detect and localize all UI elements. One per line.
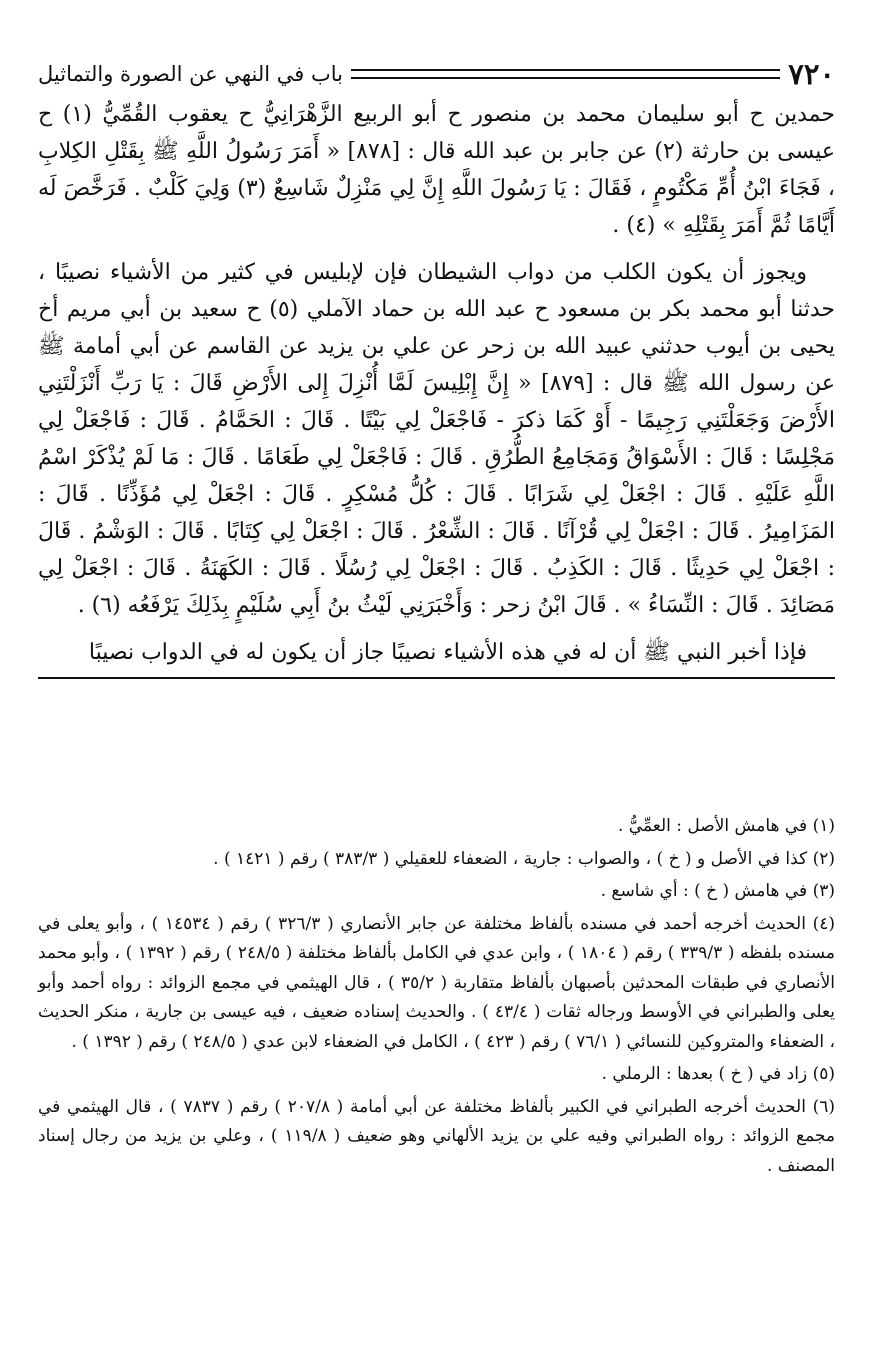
paragraph-hadith-879: ويجوز أن يكون الكلب من دواب الشيطان فإن لإبليس في كثير من الأشياء نصيبًا ، حدثنا أبو محمد بكر بن مسعود ح عبد الله بن حماد الآملي (٥) ح سعيد بن أبي مريم أخ يحيى بن أيوب حدثني عبيد الله بن زحر عن علي بن يزيد عن القاسم عن أبي أمامة ﷺ عن رسول الله ﷺ قال : [٨٧٩] « إِنَّ إِبْلِيسَ لَمَّا أُنْزِلَ إِلى الأَرْضِ قَالَ : يَا رَبِّ أَنْزَلْتَنِي الأَرْضَ وَجَعَلْتَنِي رَجِيمًا - أَوْ كَمَا ذكرَ - فَاجْعَلْ لِي بَيْتًا . قَالَ : الحَمَّامُ . قَالَ : فَاجْعَلْ لِي مَجْلِسًا : قَالَ : الأَسْوَاقُ وَمَجَامِعُ الطُّرُقِ . قَالَ : فَاجْعَلْ لِي طَعَامًا . قَالَ : مَا لَمْ يُذْكَرْ اسْمُ اللَّهِ عَلَيْهِ . قَالَ : اجْعَلْ لِي شَرَابًا . قَالَ : كُلُّ مُسْكِرٍ . قَالَ : اجْعَلْ لِي مُؤَذِّنًا . قَالَ : المَزَامِيرُ . قَالَ : اجْعَلْ لِي قُرْآنًا . قَالَ : الشِّعْرُ . قَالَ : اجْعَلْ لِي كِتَابًا . قَالَ : الوَشْمُ . قَالَ : اجْعَلْ لِي حَدِيثًا . قَالَ : الكَذِبُ . قَالَ : اجْعَلْ لِي رُسُلًا . قَالَ : الكَهَنَةُ . قَالَ : اجْعَلْ لِي مَصَائِدَ . قَالَ : النِّسَاءُ » . قَالَ ابْنُ زحر : وَأَخْبَرَنِي لَيْثُ بنُ أَبِي سُلَيْمٍ بِذَلِكَ يَرْفَعُه (٦) .: [38, 260, 836, 618]
header-double-rule: [351, 69, 780, 79]
paragraph-conclusion: فإذا أخبر النبي ﷺ أن له في هذه الأشياء نصيبًا جاز أن يكون له في الدواب نصيبًا: [38, 634, 835, 679]
main-text: [38, 96, 835, 689]
footnote-2: (٢) كذا في الأصل و ( خ ) ، والصواب : جارية ، الضعفاء للعقيلي ( ٣٨٣/٣ ) رقم ( ١٤٢١ ) .: [213, 848, 835, 869]
footnotes: [38, 812, 835, 1184]
footnote-1: (١) في هامش الأصل : العمِّيُّ .: [617, 816, 835, 836]
footnote-4: (٤) الحديث أخرجه أحمد في مسنده بألفاظ مختلفة عن جابر الأنصاري ( ٣٢٦/٣ ) رقم ( ١٤٥٣٤ ) ، وأبو يعلى في مسنده بلفظه ( ٣٣٩/٣ ) رقم ( ١٨٠٤ ) ، وابن عدي في الكامل بألفاظ مختلفة ( ٢٤٨/٥ ) رقم ( ١٣٩٢ ) ، وأبو محمد الأنصاري في طبقات المحدثين بأصبهان بألفاظ متقاربة ( ٣٥/٢ ) ، قال الهيثمي في مجمع الزوائد : رواه أحمد وأبو يعلى والطبراني في الأوسط ورجاله ثقات ( ٤٣/٤ ) . والحديث إسناده ضعيف ، فيه عيسى بن جارية ، منكر الحديث ، الضعفاء والمتروكين للنسائي ( ٧٦/١ ) رقم ( ٤٢٣ ) ، الكامل في الضعفاء لابن عدي ( ٢٤٨/٥ ) رقم ( ١٣٩٢ ) .: [38, 913, 835, 1052]
running-title: باب في النهي عن الصورة والتماثيل: [38, 62, 343, 86]
page-header: [38, 52, 835, 96]
footnote-5: (٥) زاد في ( خ ) بعدها : الرملي .: [601, 1064, 835, 1084]
footnote-3: (٣) في هامش ( خ ) : أي شاسع .: [600, 881, 835, 901]
page-number: ٧٢٠: [788, 57, 835, 91]
paragraph-hadith-878: حمدين ح أبو سليمان محمد بن منصور ح أبو الربيع الزَّهْرَانِيُّ ح يعقوب القُمِّيُّ (١) ح عيسى بن حارثة (٢) عن جابر بن عبد الله قال : [٨٧٨] « أَمَرَ رَسُولُ اللَّهِ ﷺ بِقَتْلِ الكِلابِ ، فَجَاءَ ابْنُ أُمِّ مَكْتُومٍ ، فَقَالَ : يَا رَسُولَ اللَّهِ إِنَّ لِي مَنْزِلٌ شَاسِعٌ (٣) وَلِيَ كَلْبٌ . فَرَخَّصَ لَه أَيَّامًا ثُمَّ أَمَرَ بِقَتْلِهِ » (٤) .: [38, 102, 835, 238]
footnote-6: (٦) الحديث أخرجه الطبراني في الكبير بألفاظ مختلفة عن أبي أمامة ( ٢٠٧/٨ ) رقم ( ٧٨٣٧ ) ، قال الهيثمي في مجمع الزوائد : رواه الطبراني وفيه علي بن يزيد الألهاني وهو ضعيف ( ١١٩/٨ ) ، وعلي بن يزيد من رجال إسناد المصنف .: [38, 1096, 836, 1176]
